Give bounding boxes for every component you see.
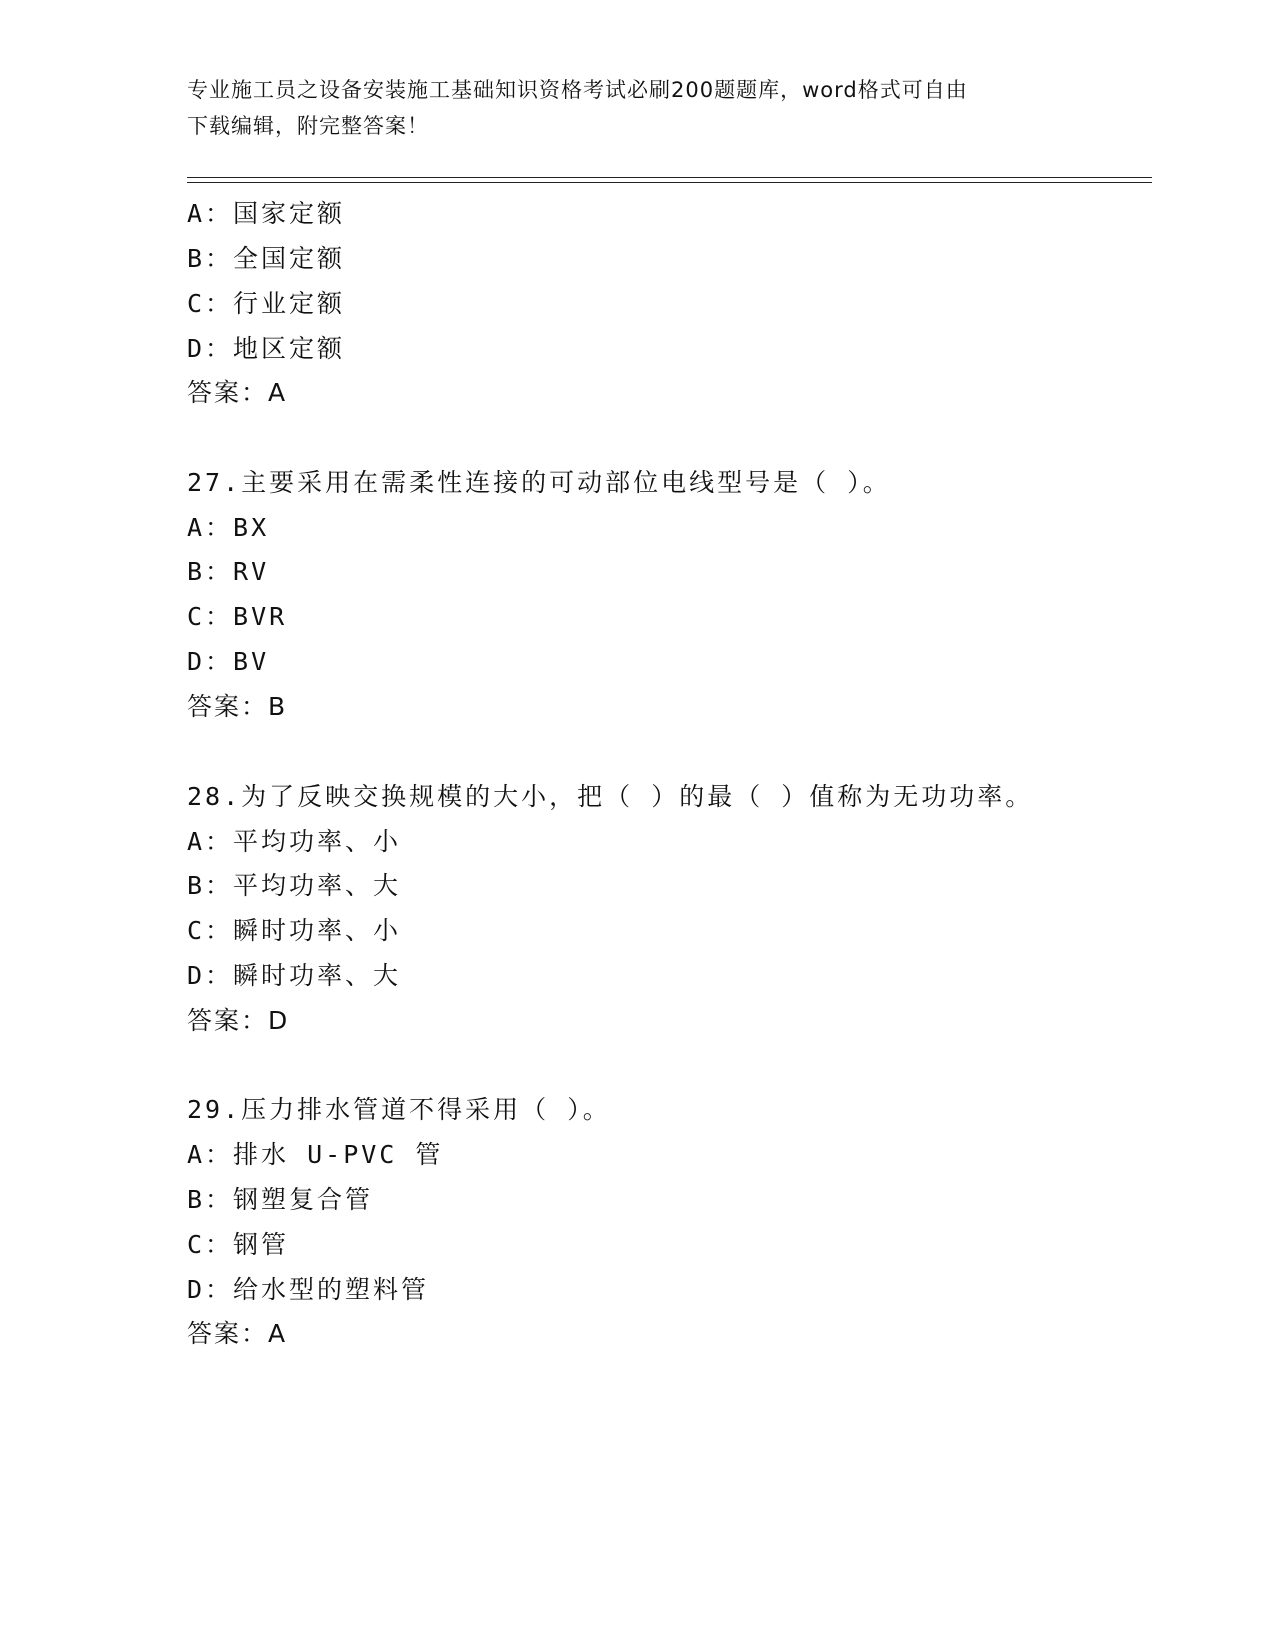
q27-option-d: D：BV: [187, 647, 270, 676]
header-divider-bottom: [187, 182, 1152, 183]
q27-question: 27.主要采用在需柔性连接的可动部位电线型号是（ ）。: [187, 468, 891, 497]
answer-value: B: [268, 692, 287, 721]
answer-value: A: [268, 1319, 287, 1348]
q27-option-c: C：BVR: [187, 602, 288, 631]
answer-value: D: [268, 1006, 289, 1035]
q27-option-b: B：RV: [187, 557, 270, 586]
q29-option-d: D：给水型的塑料管: [187, 1275, 430, 1304]
answer-label: 答案：: [187, 378, 269, 407]
q28-option-c: C：瞬时功率、小: [187, 916, 402, 945]
header-divider-top: [187, 177, 1152, 178]
answer-label: 答案：: [187, 1006, 269, 1035]
q28-question: 28.为了反映交换规模的大小，把（ ）的最（ ）值称为无功功率。: [187, 782, 1034, 811]
q29-option-a: A：排水 U-PVC 管: [187, 1140, 444, 1169]
q29-answer: [187, 1314, 286, 1350]
answer-value: A: [268, 378, 287, 407]
document-header: [187, 72, 1067, 144]
header-line-1: 专业施工员之设备安装施工基础知识资格考试必刷200题题库，word格式可自由: [187, 78, 968, 102]
q26-option-a: A：国家定额: [187, 199, 346, 228]
q28-option-b: B：平均功率、大: [187, 871, 402, 900]
answer-label: 答案：: [187, 1319, 269, 1348]
q29-question: 29.压力排水管道不得采用（ ）。: [187, 1095, 611, 1124]
q29-option-b: B：钢塑复合管: [187, 1185, 374, 1214]
q28-option-d: D：瞬时功率、大: [187, 961, 402, 990]
q26-option-c: C：行业定额: [187, 289, 346, 318]
answer-label: 答案：: [187, 692, 269, 721]
q28-option-a: A：平均功率、小: [187, 827, 402, 856]
q26-option-d: D：地区定额: [187, 334, 346, 363]
q27-option-a: A：BX: [187, 513, 270, 542]
q28-answer: [187, 1001, 288, 1037]
q26-option-b: B：全国定额: [187, 244, 346, 273]
q26-answer: [187, 373, 286, 409]
q29-option-c: C：钢管: [187, 1230, 290, 1259]
q27-answer: [187, 687, 286, 723]
header-line-2: 下载编辑，附完整答案！: [187, 114, 429, 138]
